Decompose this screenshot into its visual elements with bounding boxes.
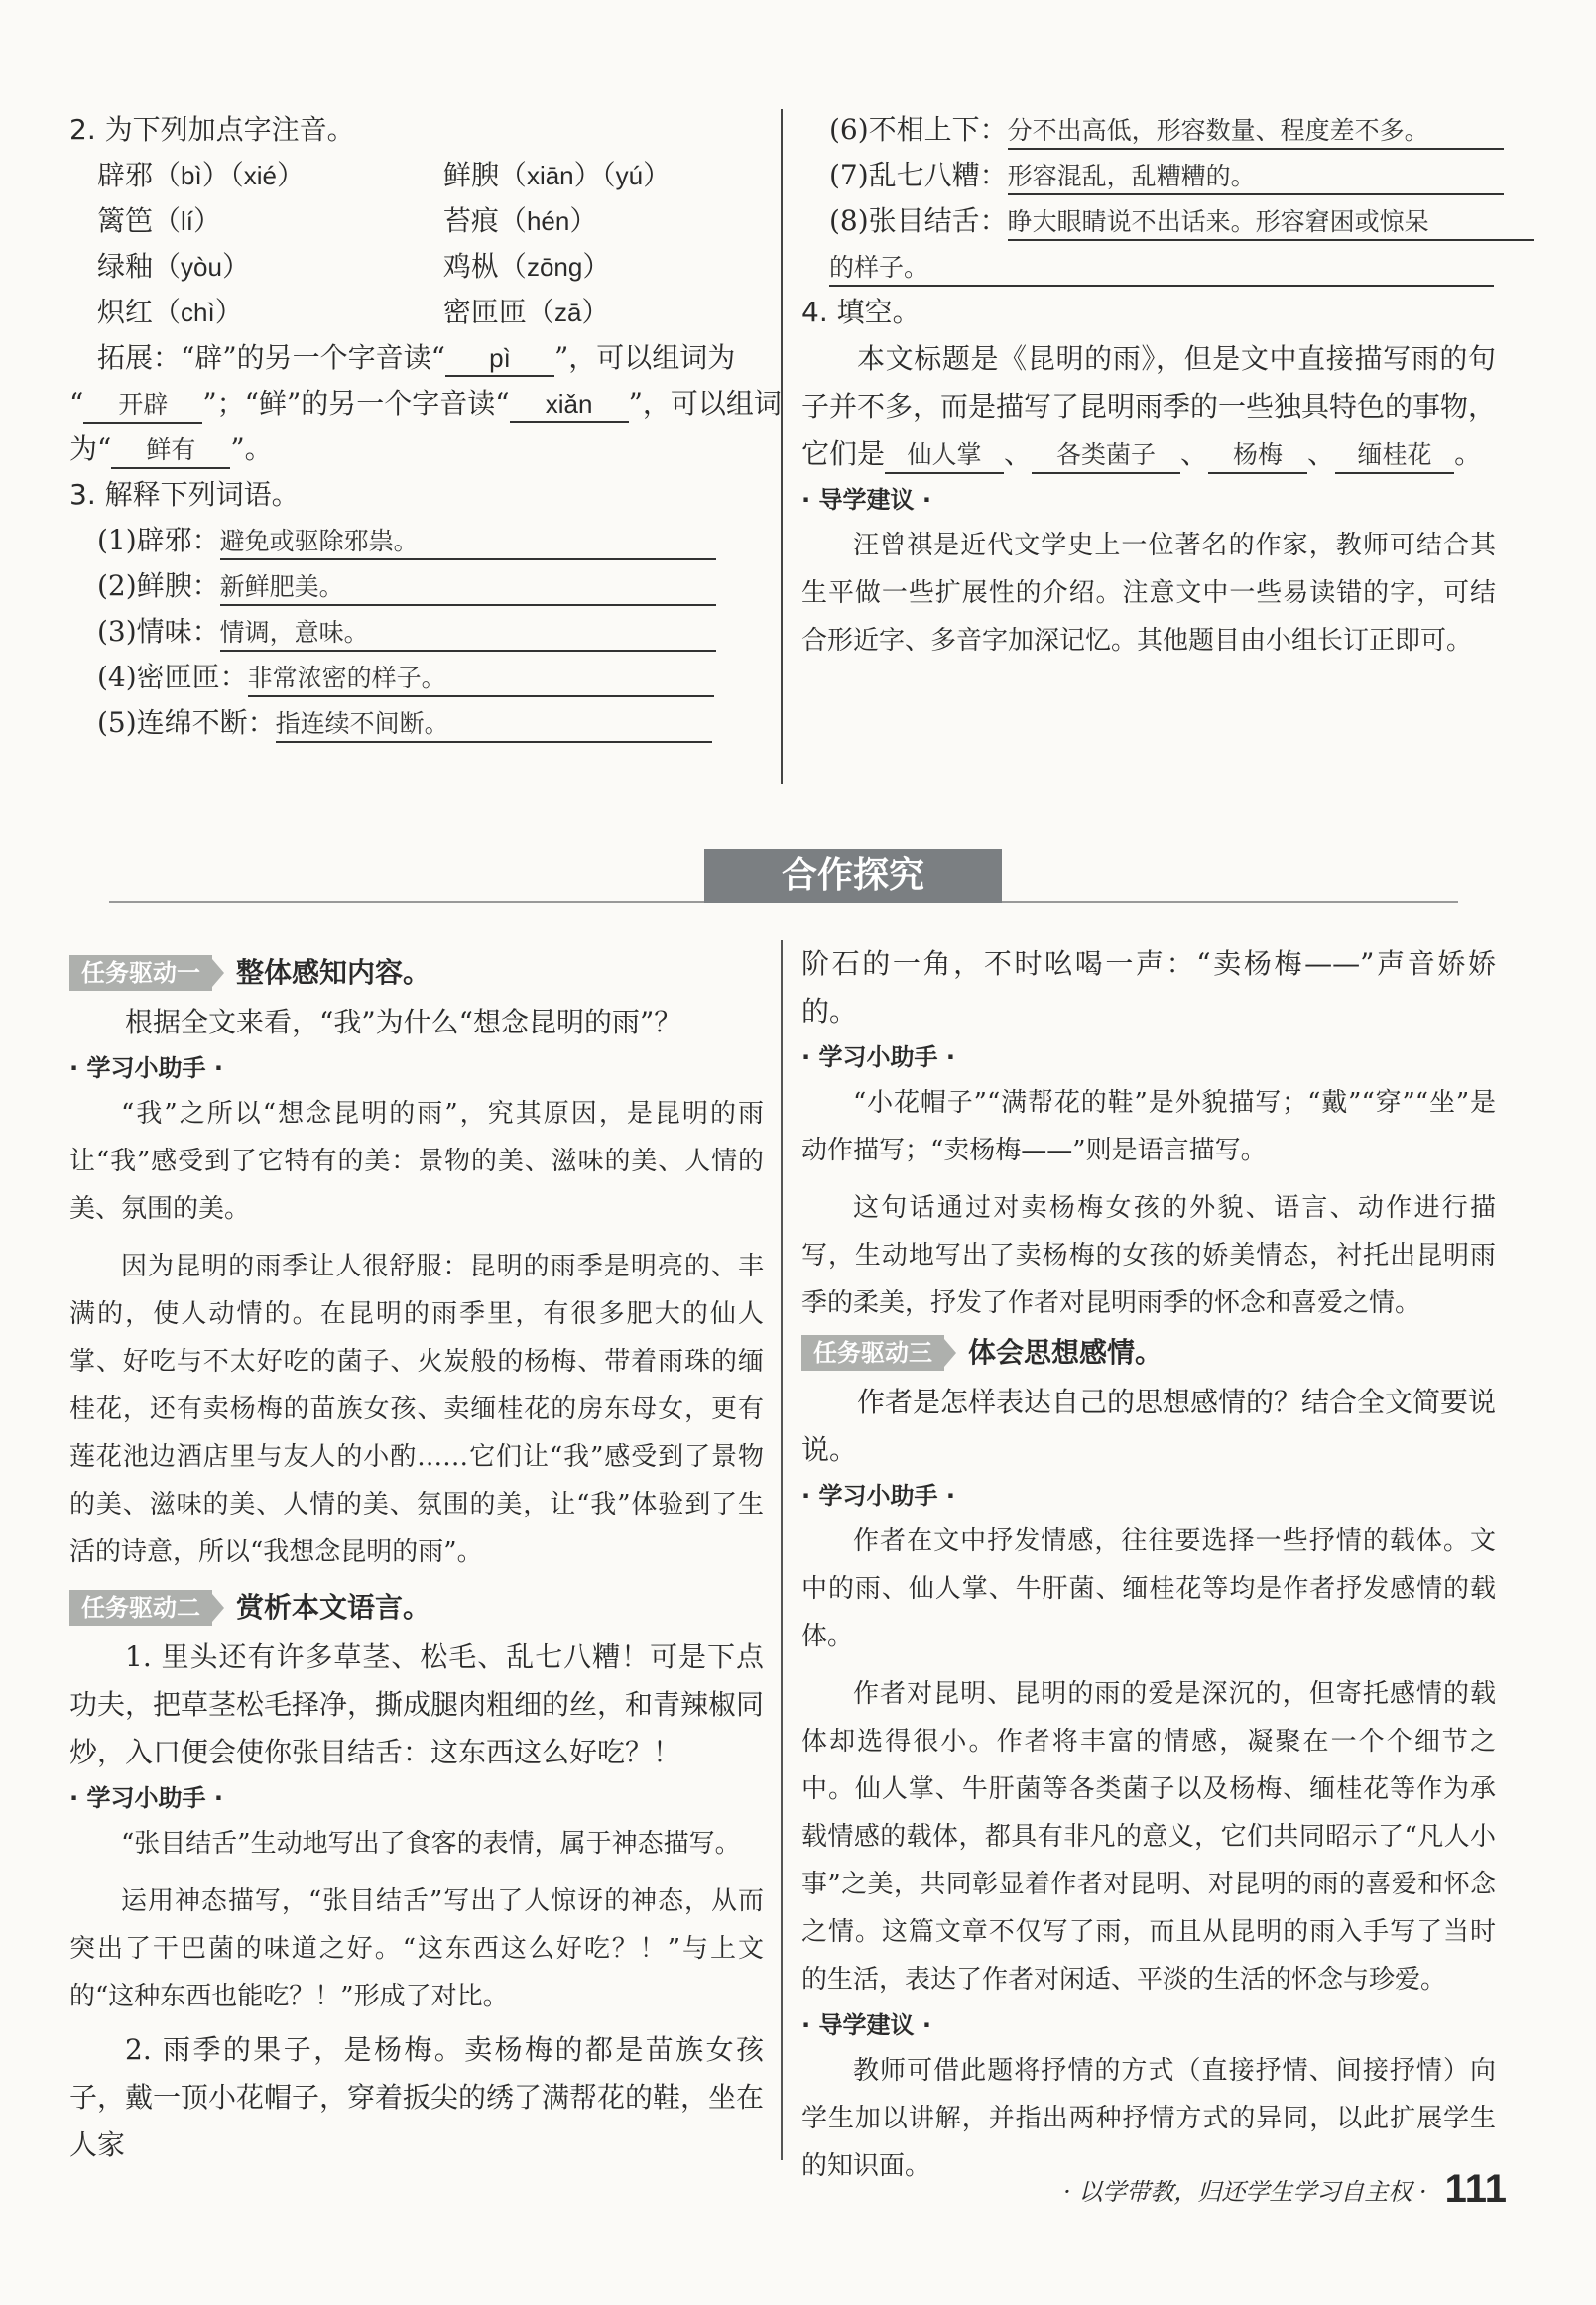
task-1-answer: 因为昆明的雨季让人很舒服：昆明的雨季是明亮的、丰满的，使人动情的。在昆明的雨季里，有很多肥大的仙人掌、好吃与不太好吃的菌子、火炭般的杨梅、带着雨珠的缅桂花，还有卖杨梅的苗族女孩、卖缅桂花的房东母女，更有莲花池边酒店里与友人的小酌……它们让“我”感受到了景物的美、滋味的美、人情的美、氛围的美，让“我”体验到了生活的诗意，所以“我想念昆明的雨”。 — [69, 1252, 764, 1567]
q3-title: 3. 解释下列词语。 — [69, 478, 300, 511]
pinyin-row-4: 炽红（chì） 密匝匝（zā） — [97, 296, 610, 328]
right-bottom-column — [801, 940, 1496, 2190]
word: 鸡枞 — [442, 250, 499, 283]
task-3-question: 作者是怎样表达自己的思想感情的？结合全文简要说说。 — [801, 1386, 1497, 1466]
term: (6)不相上下： — [829, 113, 1008, 146]
text: 本文标题是《昆明的雨》，但是文中直接描写雨的句子并不多，而是描写了昆明雨季的一些独具特色的事物，它们是 — [801, 342, 1497, 470]
text: ”，可以组词 — [628, 387, 782, 420]
footer-motto: · 以学带教，归还学生学习自主权 · — [1063, 2178, 1427, 2206]
task-1-helper-text: “我”之所以“想念昆明的雨”，究其原因，是昆明的雨让“我”感受到了它特有的美：景物的美、滋味的美、人情的美、氛围的美。 — [69, 1099, 764, 1224]
blank-answer: 杨梅 — [1208, 438, 1307, 474]
page-footer — [1063, 2167, 1507, 2212]
definition-row-cont — [801, 244, 1496, 290]
pinyin-answer: yòu — [181, 252, 222, 282]
definition-row — [801, 153, 1496, 198]
task-1-header — [69, 947, 764, 999]
pinyin-answer: yú — [615, 161, 644, 190]
blank-answer: xiǎn — [510, 387, 629, 423]
pinyin-answer: hén — [526, 206, 570, 236]
extension-line-3 — [69, 426, 764, 472]
definition-row — [801, 107, 1496, 153]
task-3-helper-text: 作者在文中抒发情感，往往要选择一些抒情的载体。文中的雨、仙人掌、牛肝菌、缅桂花等均是作者抒发感情的载体。 — [801, 1526, 1496, 1651]
pinyin-answer: chì — [181, 298, 215, 327]
definition-answer: 的样子。 — [829, 251, 1494, 287]
page-number: 111 — [1444, 2167, 1507, 2211]
term: (2)鲜腴： — [97, 569, 220, 602]
definition-row — [69, 518, 764, 563]
task-2-answer-2: 这句话通过对卖杨梅女孩的外貌、语言、动作进行描写，生动地写出了卖杨梅的女孩的娇美情态，衬托出昆明雨季的柔美，抒发了作者对昆明雨季的怀念和喜爱之情。 — [801, 1193, 1496, 1318]
term: (1)辟邪： — [97, 524, 220, 556]
pinyin-answer: xié — [243, 161, 277, 190]
definition-answer: 睁大眼睛说不出话来。形容窘困或惊呆 — [1008, 205, 1534, 241]
task-2-header — [69, 1582, 764, 1634]
blank-answer: pì — [445, 341, 554, 377]
definition-row — [801, 198, 1496, 244]
guide-label: · 导学建议 · — [801, 2011, 931, 2039]
definition-row — [69, 700, 764, 746]
definition-answer: 新鲜肥美。 — [220, 570, 716, 606]
word: 鲜腴 — [442, 159, 499, 191]
word: 篱笆 — [97, 204, 154, 237]
term: (4)密匝匝： — [97, 661, 248, 693]
task-2-q2: 2. 雨季的果子，是杨梅。卖杨梅的都是苗族女孩子，戴一顶小花帽子，穿着扳尖的绣了满帮花的鞋，坐在人家 — [69, 2033, 765, 2161]
blank-answer: 鲜有 — [111, 433, 230, 469]
definition-row — [69, 563, 764, 609]
banner-title: 合作探究 — [704, 849, 1002, 903]
task-2-q2-cont: 阶石的一角，不时吆喝一声：“卖杨梅——”声音娇娇的。 — [801, 947, 1496, 1028]
blank-answer: 缅桂花 — [1335, 438, 1454, 474]
left-bottom-column — [69, 947, 764, 2169]
task-1-question: 根据全文来看，“我”为什么“想念昆明的雨”？ — [125, 1006, 682, 1038]
task-2-helper-1: “张目结舌”生动地写出了食客的表情，属于神态描写。 — [121, 1829, 741, 1859]
section-banner — [109, 843, 1458, 903]
definition-answer: 分不出高低，形容数量、程度差不多。 — [1008, 114, 1504, 150]
definition-answer: 形容混乱，乱糟糟的。 — [1008, 160, 1504, 195]
definition-answer: 情调，意味。 — [220, 616, 716, 652]
task-3-answer: 作者对昆明、昆明的雨的爱是深沉的，但寄托感情的载体却选得很小。作者将丰富的情感，凝聚在一个个细节之中。仙人掌、牛肝菌等各类菌子以及杨梅、缅桂花等作为承载情感的载体，都具有非凡的意义，它们共同昭示了“凡人小事”之美，共同彰显着作者对昆明、对昆明的雨的喜爱和怀念之情。这篇文章不仅写了雨，而且从昆明的雨入手写了当时的生活，表达了作者对闲适、平淡的生活的怀念与珍爱。 — [801, 1679, 1496, 1995]
word: 辟邪 — [97, 159, 154, 191]
pinyin-answer: zā — [553, 298, 582, 327]
pinyin-row-1: 辟邪（bì）（xié） 鲜腴（xiān）（yú） — [97, 159, 672, 191]
blank-answer: 仙人掌 — [885, 438, 1004, 474]
guide-text: 汪曾祺是近代文学史上一位著名的作家，教师可结合其生平做一些扩展性的介绍。注意文中一些易读错的字，可结合形近字、多音字加深记忆。其他题目由小组长订正即可。 — [801, 531, 1496, 656]
extension-line-1 — [69, 335, 764, 381]
column-divider — [781, 109, 783, 784]
blank-answer: 各类菌子 — [1032, 438, 1180, 474]
blank-answer: 开辟 — [83, 388, 202, 424]
q4-title: 4. 填空。 — [801, 296, 921, 328]
pinyin-answer: bì — [181, 161, 202, 190]
word: 炽红 — [97, 296, 154, 328]
extension-line-2: “ 开辟 ”；“鲜”的另一个字音读“ xiǎn ”，可以组词 — [69, 381, 764, 426]
guide-label: · 导学建议 · — [801, 486, 931, 514]
term: (3)情味： — [97, 615, 220, 648]
task-tag: 任务驱动二 — [69, 1590, 212, 1626]
task-tag: 任务驱动一 — [69, 955, 212, 991]
pinyin-row-3: 绿釉（yòu） 鸡枞（zōng） — [97, 250, 611, 283]
text: 为“ — [69, 432, 112, 465]
text: 。 — [1454, 437, 1483, 470]
term: (5)连绵不断： — [97, 706, 276, 739]
helper-label: · 学习小助手 · — [801, 1043, 955, 1071]
task-title: 赏析本文语言。 — [236, 1591, 431, 1624]
task-title: 整体感知内容。 — [236, 956, 431, 989]
text: ”；“鲜”的另一个字音读“ — [202, 387, 510, 420]
task-2-helper-2: “小花帽子”“满帮花的鞋”是外貌描写；“戴”“穿”“坐”是动作描写；“卖杨梅——”则是语言描写。 — [801, 1088, 1496, 1165]
term: (8)张目结舌： — [829, 204, 1008, 237]
text: 、 — [1307, 437, 1336, 470]
text: ”。 — [230, 432, 273, 465]
word: 绿釉 — [97, 250, 154, 283]
task-title: 体会思想感情。 — [968, 1336, 1164, 1369]
definition-row — [69, 609, 764, 655]
task-3-guide: 教师可借此题将抒情的方式（直接抒情、间接抒情）向学生加以讲解，并指出两种抒情方式的异同，以此扩展学生的知识面。 — [801, 2056, 1496, 2181]
text: 、 — [1004, 437, 1033, 470]
helper-label: · 学习小助手 · — [69, 1054, 223, 1082]
q2-section — [69, 107, 782, 746]
word: 密匝匝 — [442, 296, 527, 328]
q3-continued — [801, 107, 1496, 665]
definition-row — [69, 655, 764, 700]
text: 、 — [1180, 437, 1209, 470]
text: ”，可以组词为 — [553, 341, 736, 374]
task-tag: 任务驱动三 — [801, 1335, 944, 1371]
q2-title: 2. 为下列加点字注音。 — [69, 113, 355, 146]
task-2-answer-1: 运用神态描写，“张目结舌”写出了人惊讶的神态，从而突出了干巴菌的味道之好。“这东西这么好吃？！”与上文的“这种东西也能吃？！”形成了对比。 — [69, 1886, 764, 2011]
helper-label: · 学习小助手 · — [69, 1784, 223, 1812]
word: 苔痕 — [442, 204, 499, 237]
column-divider — [781, 940, 783, 2160]
pinyin-answer: zōng — [526, 252, 583, 282]
definition-answer: 非常浓密的样子。 — [248, 662, 714, 697]
text: 拓展：“辟”的另一个字音读“ — [97, 341, 445, 374]
term: (7)乱七八糟： — [829, 159, 1008, 191]
pinyin-answer: xiān — [526, 161, 574, 190]
definition-answer: 指连续不间断。 — [276, 707, 712, 743]
q4-text — [801, 335, 1496, 478]
pinyin-row-2: 篱笆（lí） 苔痕（hén） — [97, 204, 598, 237]
task-2-q1: 1. 里头还有许多草茎、松毛、乱七八糟！可是下点功夫，把草茎松毛择净，撕成腿肉粗细的丝，和青辣椒同炒，入口便会使你张目结舌：这东西这么好吃？！ — [69, 1640, 765, 1768]
helper-label: · 学习小助手 · — [801, 1482, 955, 1510]
pinyin-answer: lí — [181, 206, 194, 236]
definition-answer: 避免或驱除邪祟。 — [220, 525, 716, 560]
task-3-header — [801, 1327, 1496, 1379]
